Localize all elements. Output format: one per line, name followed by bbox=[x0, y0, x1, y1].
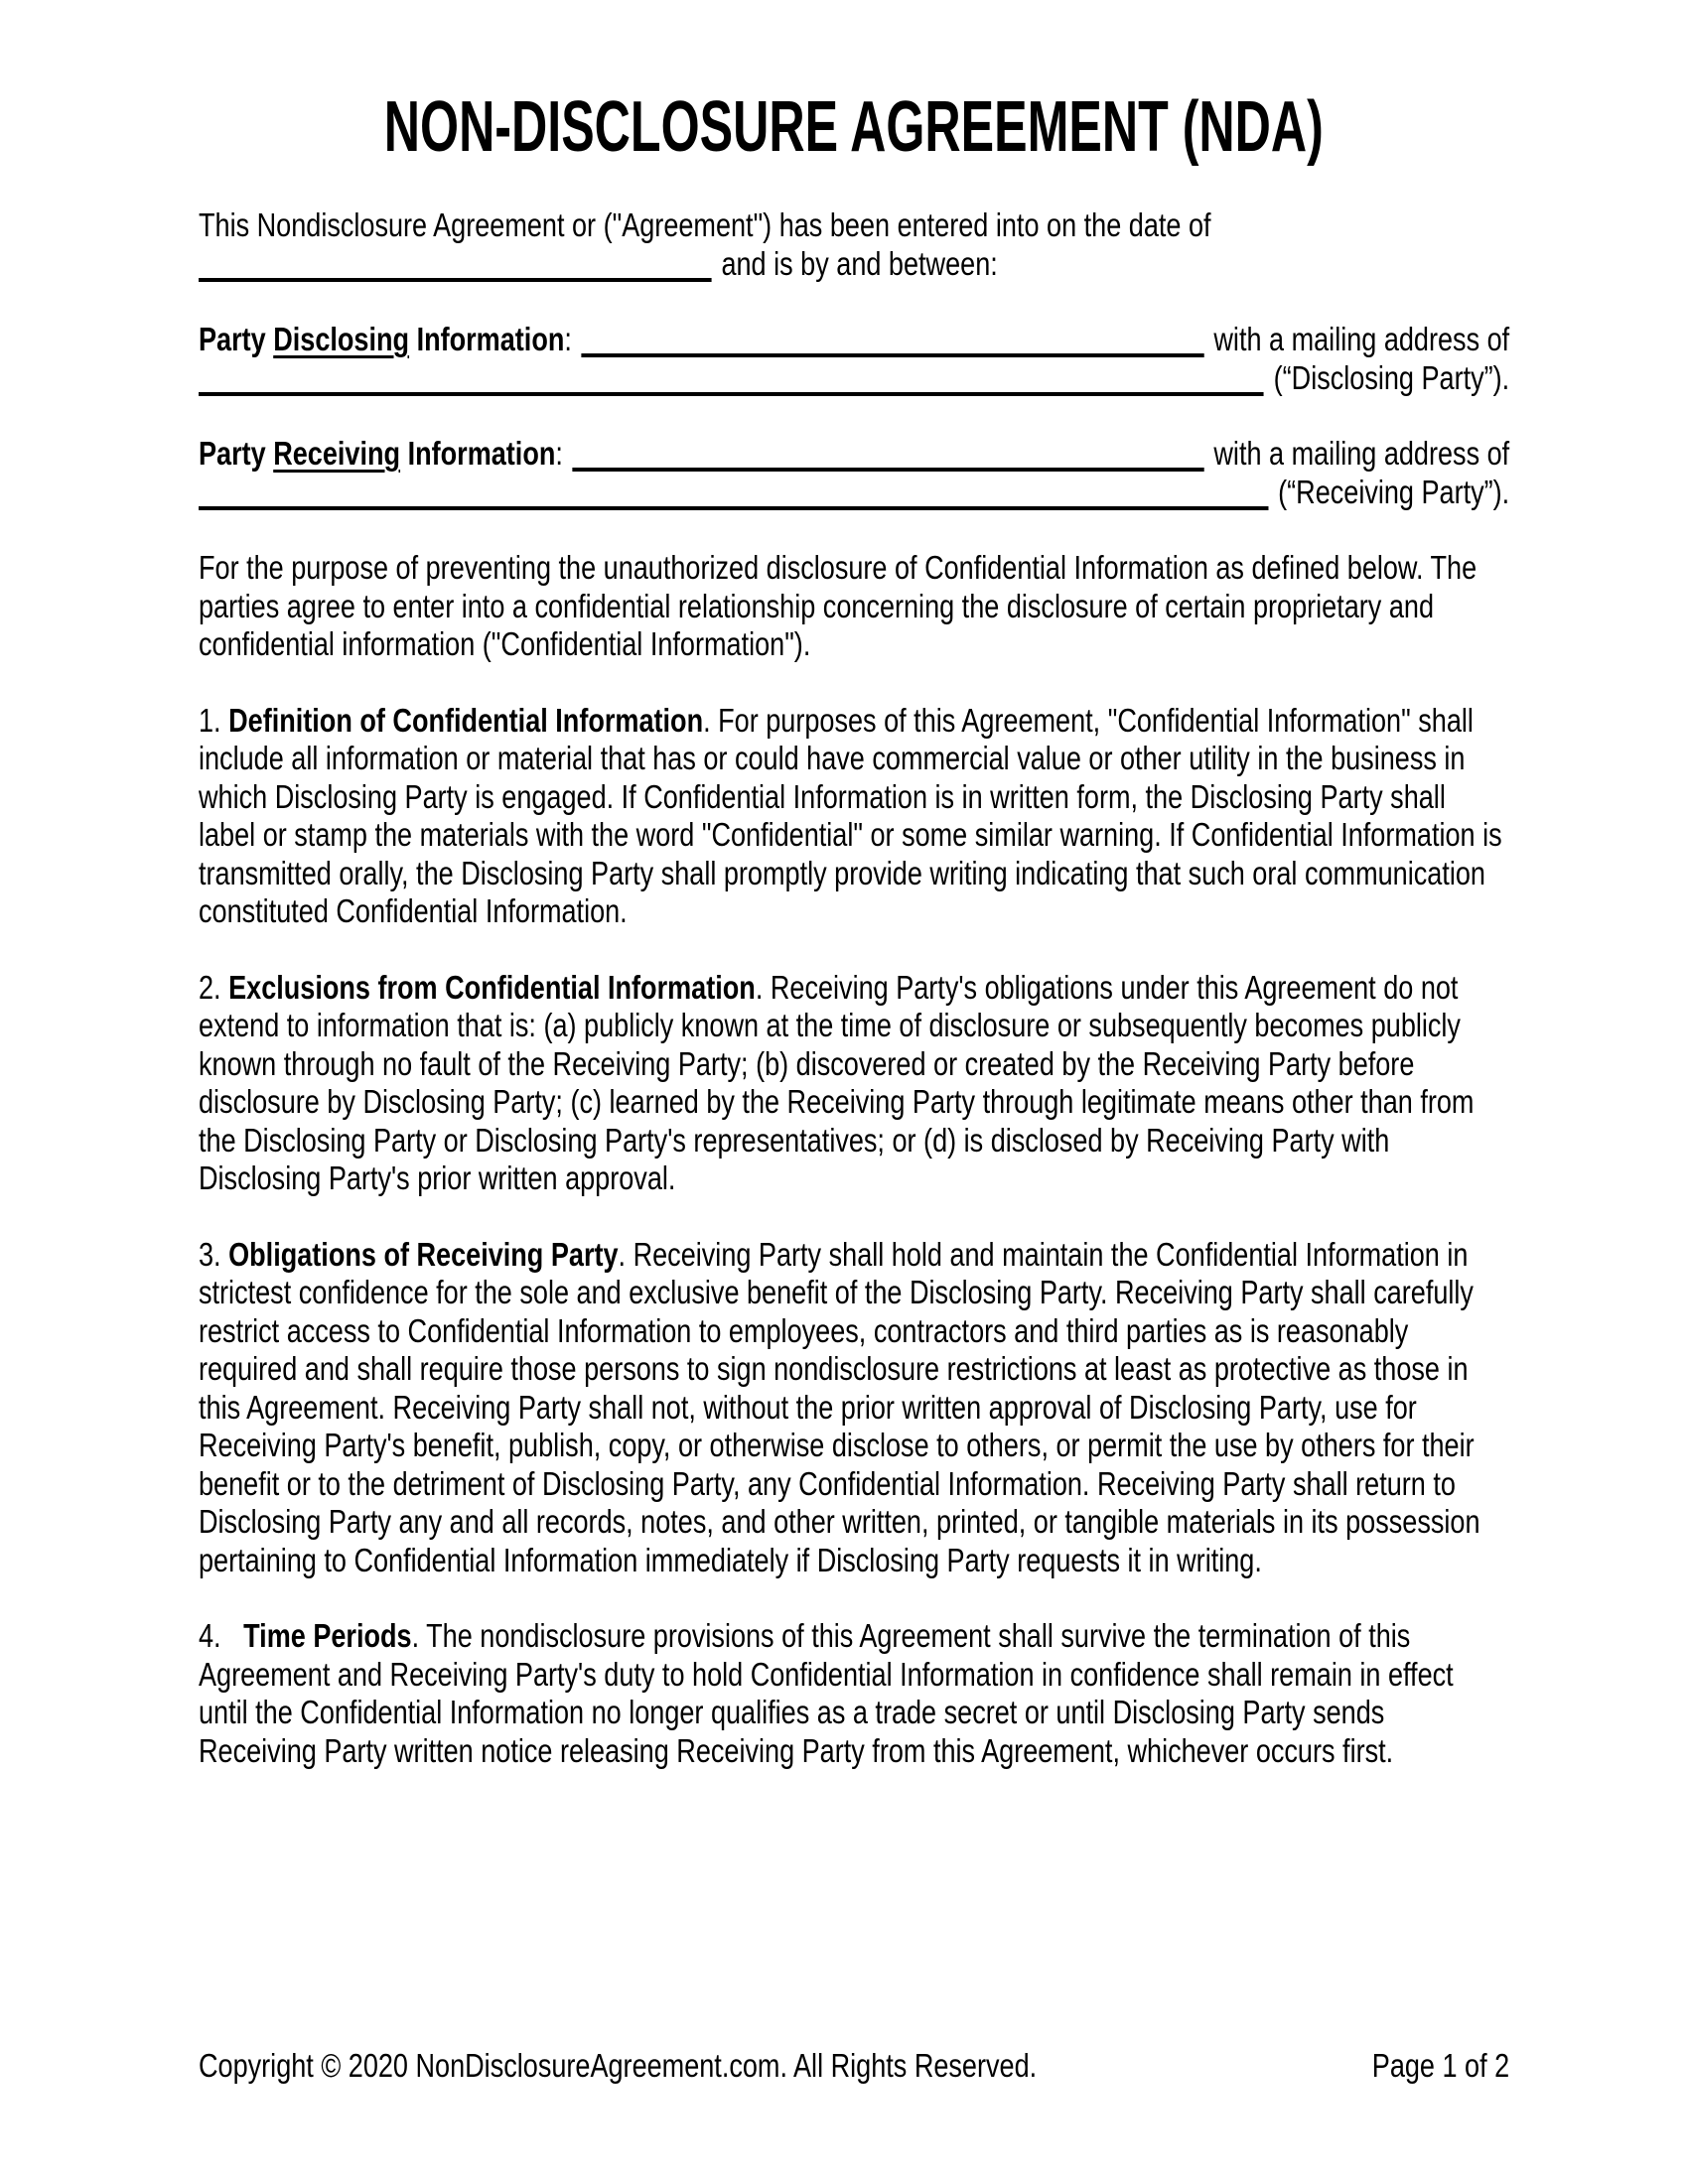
party-receiving-alias: (“Receiving Party”). bbox=[1278, 473, 1510, 510]
section-3-body: . Receiving Party shall hold and maintain the Confidential Information in strictest confidence for the sole and exclusive benefit of the Disclosing Party. Receiving Party shall carefully restrict access to Confidential Information to employees, contractors and third parties as is reasonably required and shall require those persons to sign nondisclosure restrictions at least as protective as those in this Agreement. Receiving Party shall not, without the prior written approval of Disclosing Party, use for Receiving Party's benefit, publish, copy, or otherwise disclose to others, or permit the use by others for their benefit or to the detriment of Disclosing Party, any Confidential Information. Receiving Party shall return to Disclosing Party any and all records, notes, and other written, printed, or tangible materials in its possession pertaining to Confidential Information immediately if Disclosing Party requests it in writing. bbox=[199, 1235, 1480, 1578]
party-disclosing-address-blank-line bbox=[199, 392, 1264, 396]
section-4-time-periods bbox=[199, 1617, 1509, 1770]
intro-line2-text: and is by and between: bbox=[721, 244, 998, 282]
intro-paragraph bbox=[199, 206, 1509, 283]
party-disclosing-underlined-word: Disclosing bbox=[273, 321, 410, 357]
section-2-body: . Receiving Party's obligations under this Agreement do not extend to information that is: (a) publicly known at the time of disclosure or subsequently becomes publicly known through no fault of the Receiving Party; (b) discovered or created by the Receiving Party before disclosure by Disclosing Party; (c) learned by the Receiving Party through legitimate means other than from the Disclosing Party or Disclosing Party's representatives; or (d) is disclosed by Receiving Party with Disclosing Party's prior written approval. bbox=[199, 968, 1475, 1196]
section-4-body: . The nondisclosure provisions of this Agreement shall survive the termination of this Agreement and Receiving Party's duty to hold Confidential Information in confidence shall remain in effect until the Confidential Information no longer qualifies as a trade secret or until Disclosing Party sends Receiving Party written notice releasing Receiving Party from this Agreement, whichever occurs first. bbox=[199, 1617, 1454, 1769]
document-content bbox=[199, 0, 1510, 2084]
section-2-number: 2. bbox=[199, 968, 221, 1006]
section-4-heading: Time Periods bbox=[243, 1617, 412, 1654]
section-1-definition bbox=[199, 702, 1509, 931]
party-disclosing-line1 bbox=[199, 321, 1509, 359]
party-receiving-block bbox=[199, 435, 1509, 511]
section-1-body: . For purposes of this Agreement, "Confidential Information" shall include all information or material that has or could have commercial value or other utility in the business in which Disclosing Party is engaged. If Confidential Information is in written form, the Disclosing Party shall label or stamp the materials with the word "Confidential" or some similar warning. If Confidential Information is transmitted orally, the Disclosing Party shall promptly provide writing indicating that such oral communication constituted Confidential Information. bbox=[199, 701, 1502, 929]
party-disclosing-name-blank-line bbox=[582, 353, 1204, 357]
purpose-paragraph: For the purpose of preventing the unauthorized disclosure of Confidential Information as defined below. The parties agree to enter into a confidential relationship concerning the disclosure of certain proprietary and confidential information ("Confidential Information"). bbox=[199, 549, 1477, 662]
section-2-exclusions bbox=[199, 969, 1509, 1198]
party-disclosing-mailing-text: with a mailing address of bbox=[1213, 321, 1510, 357]
section-1-heading: Definition of Confidential Information bbox=[228, 701, 704, 739]
section-1-number: 1. bbox=[199, 701, 221, 739]
date-blank-line bbox=[199, 252, 712, 282]
party-receiving-line1 bbox=[199, 435, 1509, 474]
party-receiving-label: Party Receiving Information: bbox=[199, 435, 563, 472]
intro-line2 bbox=[199, 245, 1509, 284]
party-receiving-mailing-text: with a mailing address of bbox=[1213, 435, 1510, 472]
party-receiving-underlined-word: Receiving bbox=[273, 435, 401, 472]
section-3-obligations bbox=[199, 1236, 1509, 1580]
party-receiving-address-blank-line bbox=[199, 506, 1268, 510]
party-disclosing-label: Party Disclosing Information: bbox=[199, 321, 572, 357]
party-receiving-name-blank-line bbox=[573, 468, 1204, 472]
copyright-text: Copyright © 2020 NonDisclosureAgreement.com. All Rights Reserved. bbox=[199, 2047, 1038, 2084]
party-receiving-line2 bbox=[199, 474, 1509, 512]
party-disclosing-line2 bbox=[199, 359, 1509, 398]
party-disclosing-block bbox=[199, 321, 1509, 397]
section-3-number: 3. bbox=[199, 1235, 221, 1273]
section-3-heading: Obligations of Receiving Party bbox=[228, 1235, 619, 1273]
document-title bbox=[199, 87, 1509, 167]
page-footer bbox=[199, 2047, 1509, 2086]
intro-line1: This Nondisclosure Agreement or ("Agreement") has been entered into on the date of bbox=[199, 206, 1211, 243]
section-2-heading: Exclusions from Confidential Information bbox=[228, 968, 756, 1006]
section-4-number: 4. bbox=[199, 1617, 221, 1654]
party-disclosing-alias: (“Disclosing Party”). bbox=[1273, 358, 1510, 396]
document-title-text: NON-DISCLOSURE AGREEMENT (NDA) bbox=[384, 87, 1325, 167]
page-number: Page 1 of 2 bbox=[1371, 2047, 1510, 2084]
